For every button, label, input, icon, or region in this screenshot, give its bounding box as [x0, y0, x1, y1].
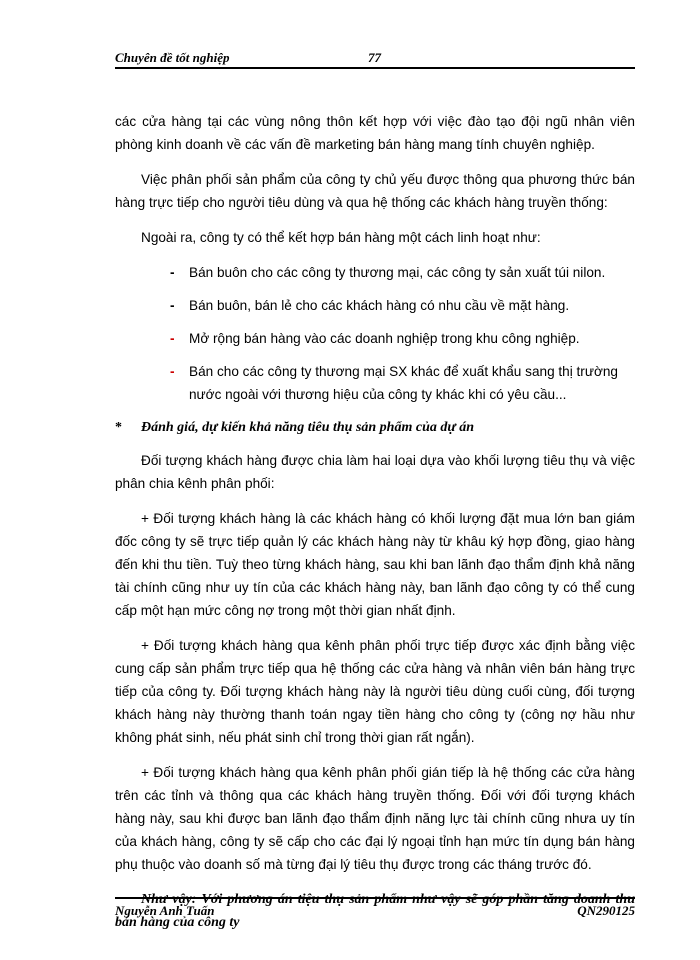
paragraph-continuation: các cửa hàng tại các vùng nông thôn kết hợp với việc đào tạo đội ngũ nhân viên phòng kinh doanh về các vấn đề marketing bán hàng mang tính chuyên nghiệp.: [115, 114, 635, 152]
paragraph-customer-types: Đối tượng khách hàng được chia làm hai loại dựa vào khối lượng tiêu thụ và việc phân chia kênh phân phối:: [115, 453, 635, 491]
list-item: [115, 360, 635, 406]
list-item: [115, 294, 635, 317]
document-body: [115, 110, 635, 934]
header-title: Chuyên đề tốt nghiệp: [115, 50, 230, 65]
list-item-text: Bán cho các công ty thương mại SX khác để xuất khẩu sang thị trường nước ngoài với thương hiệu của công ty khác khi có yêu cầu...: [189, 364, 618, 402]
list-item-text: Bán buôn, bán lẻ cho các khách hàng có nhu cầu về mặt hàng.: [189, 298, 570, 313]
paragraph-intro-list: Ngoài ra, công ty có thể kết hợp bán hàng một cách linh hoạt như:: [141, 230, 541, 245]
paragraph-large-customers: + Đối tượng khách hàng là các khách hàng có khối lượng đặt mua lớn ban giám đốc công ty sẽ trực tiếp quản lý các khách hàng này từ khâu ký hợp đồng, giao hàng đến khi thu tiền. Tuỳ theo từng khách hàng, sau khi ban lãnh đạo thẩm định khả năng tài chính cũng như uy tín của các khách hàng này, ban lãnh đạo công ty có thể cung cấp một hạn mức công nợ trong một thời gian nhất định.: [115, 511, 635, 618]
paragraph-distribution: Việc phân phối sản phẩm của công ty chủ yếu được thông qua phương thức bán hàng trực tiếp cho người tiêu dùng và qua hệ thống các khách hàng truyền thống:: [115, 172, 635, 210]
section-heading-text: Đánh giá, dự kiến khả năng tiêu thụ sản phẩm của dự án: [141, 420, 475, 435]
list-dash: -: [170, 331, 175, 346]
section-marker: *: [115, 420, 122, 435]
footer-author: Nguyễn Anh Tuấn: [115, 903, 215, 918]
header-rule: [115, 67, 635, 69]
page-number: 77: [368, 50, 381, 65]
list-item-text: Bán buôn cho các công ty thương mại, các công ty sản xuất túi nilon.: [189, 265, 606, 280]
footer-rule: [115, 897, 635, 899]
conclusion: Như vậy: Với phương án tiệu thụ sản phẩm như vậy sẽ góp phần tăng doanh thu bán hàng của công ty: [115, 892, 635, 930]
list-item: [115, 261, 635, 284]
paragraph-direct-channel: + Đối tượng khách hàng qua kênh phân phối trực tiếp được xác định bằng việc cung cấp sản phẩm trực tiếp qua hệ thống các cửa hàng và nhân viên bán hàng trực tiếp của công ty. Đối tượng khách hàng này là người tiêu dùng cuối cùng, đối tượng khách hàng này thường thanh toán ngay tiền hàng cho công ty (công nợ hầu như không phát sinh, nếu phát sinh chỉ trong thời gian rất ngắn).: [115, 638, 635, 745]
list-item: [115, 327, 635, 350]
paragraph-indirect-channel: + Đối tượng khách hàng qua kênh phân phối gián tiếp là hệ thống các cửa hàng trên các tỉnh và thông qua các khách hàng truyền thống. Đối với đối tượng khách hàng này, sau khi được ban lãnh đạo thẩm định năng lực tài chính cũng nhưa uy tín của khách hàng, công ty sẽ cấp cho các đại lý ngoại tỉnh hạn mức tín dụng bán hàng phụ thuộc vào doanh số mà từng đại lý tiêu thụ được trong các tháng trước đó.: [115, 765, 635, 872]
list-dash: -: [170, 364, 175, 379]
footer-code: QN290125: [577, 903, 635, 918]
list-dash: -: [170, 265, 175, 280]
list-item-text: Mở rộng bán hàng vào các doanh nghiệp trong khu công nghiệp.: [189, 331, 580, 346]
list-dash: -: [170, 298, 175, 313]
section-heading: [115, 416, 635, 439]
page-footer: [115, 903, 635, 921]
sales-methods-list: [115, 261, 635, 406]
page-header: [115, 50, 635, 68]
